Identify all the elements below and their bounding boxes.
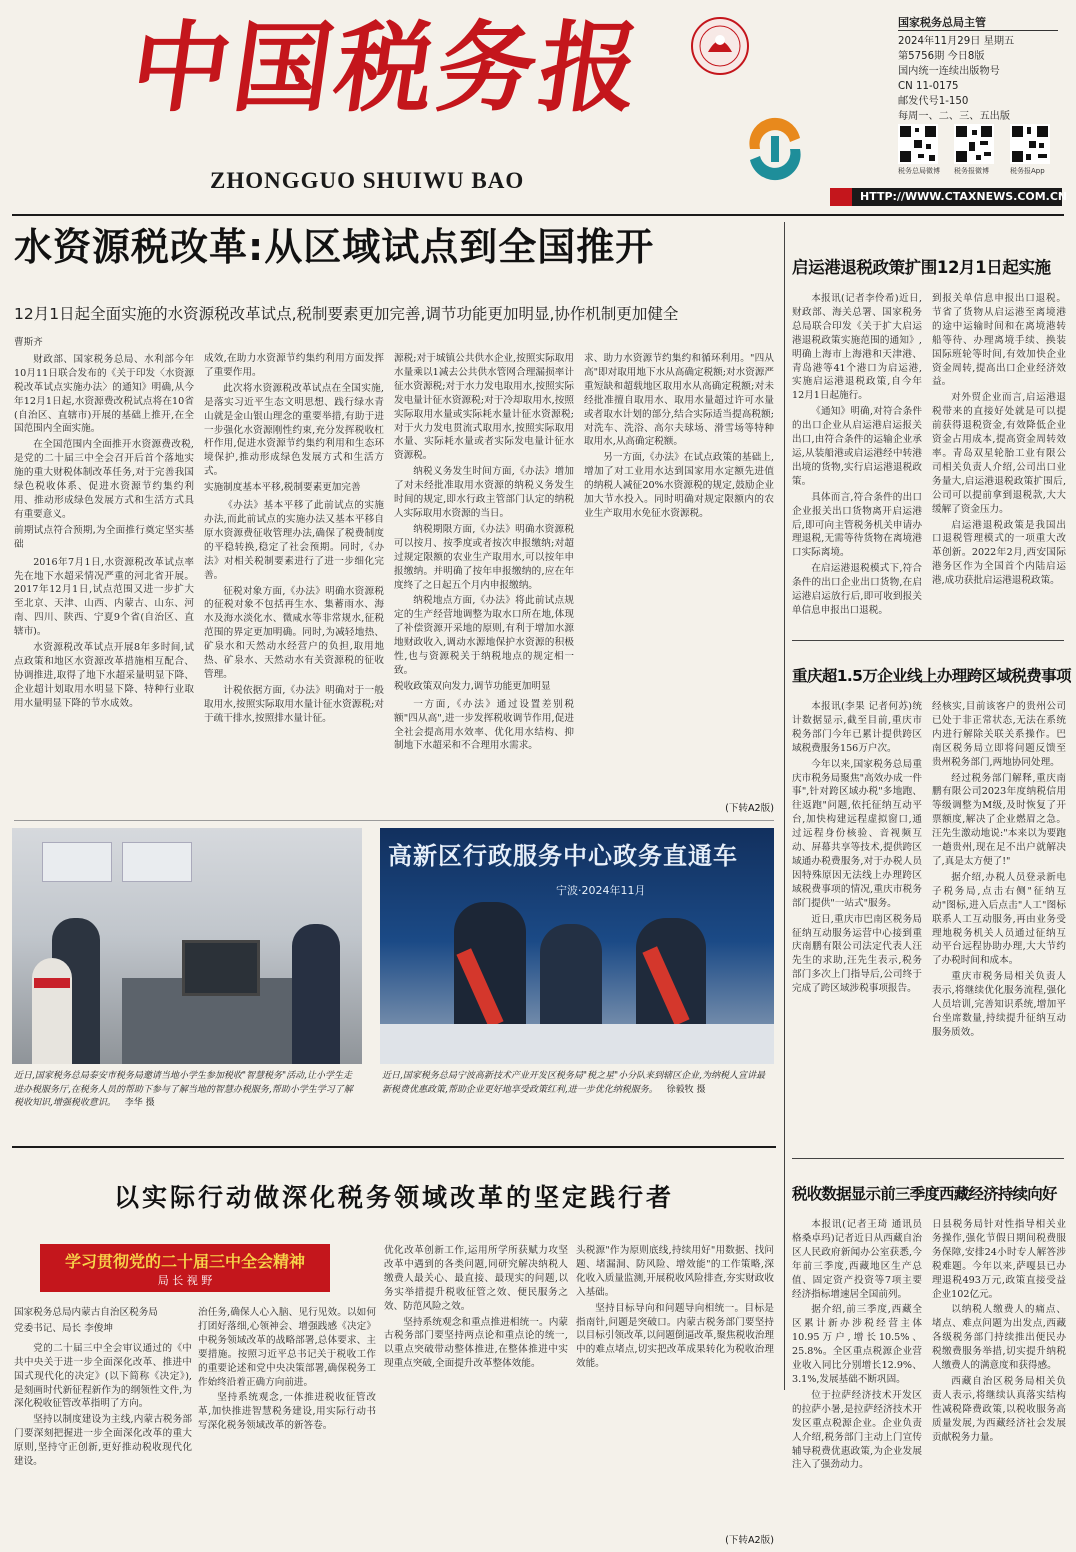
news-photo-right — [380, 828, 774, 1064]
right-story-paragraph: 以纳税人缴费人的痛点、堵点、难点问题为出发点,西藏各级税务部门持续推出便民办税缴费服务举措,切实提升纳税人缴费人的满意度和获得感。 — [932, 1304, 1066, 1372]
masthead-title: 中国税务报 — [123, 11, 651, 126]
bottom-column-1 — [14, 1306, 192, 1546]
photo-credit: 徐毅牧 摄 — [666, 1084, 706, 1095]
banner-subtitle: 局 长 视 野 — [157, 1274, 213, 1287]
photo-right-caption — [382, 1070, 772, 1097]
column-divider — [784, 222, 785, 1390]
bottom-paragraph: 党的二十届三中全会审议通过的《中共中央关于进一步全面深化改革、推进中国式现代化的决定》(以下简称《决定》),是刻画时代新征程新作为的纲领性文件,为深化税收征管改革指明了方向。 — [14, 1342, 192, 1410]
photo-table — [380, 1024, 774, 1064]
photo-left-caption — [14, 1070, 360, 1111]
issue-schedule: 每周一、二、三、五出版 — [898, 111, 1011, 122]
photo-credit: 李华 摄 — [124, 1098, 155, 1108]
lead-section-heading: 实施制度基本平移,税制要素更加完善 — [204, 482, 361, 494]
right-story-paragraph: 今年以来,国家税务总局重庆市税务局聚焦"高效办成一件事",针对跨区域办税"多地跑、往返跑"问题,依托征纳互动平台,加快构建远程虚拟窗口,通过远程身份核验、音视频互动、屏幕共享等技术,提供跨区域通办税费服务,对于办税人员因特殊原因无法线上办理跨区域税费事项的情况,重庆市税务部门提供"一站式"服务。 — [792, 758, 922, 909]
lead-column-3 — [394, 352, 574, 816]
lead-paragraph: 求、助力水资源节约集约和循环利用。"四从高"即对取用地下水从高确定税额;对水资源严重短缺和超载地区取用水从高确定税额;对未经批准擅自取用水、取用水量超过许可水量或者取水计划的部分,结合实际适当提高税额;对洗车、洗浴、高尔夫球场、滑雪场等特种取用水,从高确定税额。 — [584, 353, 774, 448]
bottom-column-4 — [576, 1244, 774, 1534]
author-title: 党委书记、局长 李俊坤 — [14, 1322, 113, 1334]
issue-cn-number: CN 11-0175 — [898, 81, 959, 92]
right-story-3-column-2 — [932, 1218, 1066, 1544]
right-story-paragraph: 经过税务部门解释,重庆南鹏有限公司2023年度纳税信用等级调整为M级,及时恢复了开票额度,解决了企业燃眉之急。汪先生激动地说:"本来以为要跑一趟贵州,现在足不出户就解决了,真是太方便了!" — [932, 772, 1066, 867]
right-story-2-column-2 — [932, 700, 1066, 1146]
photo-figure — [292, 924, 340, 1064]
right-story-paragraph: 启运港退税政策是我国出口退税管理模式的一项重大改革创新。2022年2月,西安国际港务区作为全国首个内陆启运港,成功获批启运港退税政策。 — [932, 519, 1066, 587]
right-story-3-column-1 — [792, 1218, 922, 1544]
issue-date: 2024年11月29日 星期五 — [898, 36, 1015, 47]
right-story-paragraph: 位于拉萨经济技术开发区的拉萨小暑,是拉萨经济技术开发区重点税源企业。企业负责人介绍,税务部门主动上门宣传辅导税费优惠政策,为企业发展注入了强劲动力。 — [792, 1389, 922, 1471]
lead-paragraph: 成效,在助力水资源节约集约利用方面发挥了重要作用。 — [204, 353, 384, 378]
lead-paragraph: 水资源税改革试点开展8年多时间,试点政策和地区水资源改革措施相互配合、协调推进,取得了地下水超采量明显下降、企业超计划取用水明显下降、特种行业取用水量明显下降的节水成效。 — [14, 642, 194, 709]
qr-label: 税务报微博 — [954, 167, 989, 175]
lead-section-heading: 前期试点符合预期,为全面推行奠定坚实基础 — [14, 524, 194, 550]
photo-banner-subtext: 宁波·2024年11月 — [556, 884, 646, 897]
right-story-1-column-1 — [792, 292, 922, 628]
qr-group — [898, 124, 1058, 176]
lead-paragraph: 纳税义务发生时间方面,《办法》增加了对未经批准取用水资源的纳税义务发生时间的规定,即水行政主管部门认定的纳税人实际取用水资源的当日。 — [394, 466, 574, 519]
qr-label: 税务总局微博 — [898, 167, 940, 175]
right-story-paragraph: 对外贸企业而言,启运港退税带来的直接好处就是可以提前获得退税资金,有效降低企业资金占用成本,提高资金周转效率。青岛双星轮胎工业有限公司相关负责人介绍,公司出口业务量大,启运港退税政策扩围后,公司可以提前拿到退税款,大大缓解了资金压力。 — [932, 392, 1066, 515]
lead-column-4 — [584, 352, 774, 816]
lead-paragraph: 源税;对于城镇公共供水企业,按照实际取用水量乘以1减去公共供水管网合理漏损率计征水资源税;对于水力发电取用水,按照实际发电量计征水资源税;对于冷却取用水,按照实际取用水量或实际耗水量计征水资源税;对于火力发电贯流式取用水,按照实际取用水量、实际耗水量或者实际发电量计征水资源税。 — [394, 353, 574, 462]
photo-wall-panel — [42, 842, 112, 882]
right-story-2-column-1 — [792, 700, 922, 1146]
news-photo-left — [12, 828, 362, 1064]
website-bar-accent — [830, 188, 852, 206]
photo-monitor — [182, 940, 260, 996]
sponsor-rule — [898, 30, 1058, 31]
right-story-paragraph: 西藏自治区税务局相关负责人表示,将继续认真落实结构性减税降费政策,以税收服务高质量发展,为西藏经济社会发展贡献税务力量。 — [932, 1375, 1066, 1443]
bottom-paragraph: 坚持目标导向和问题导向相统一。目标是指南针,问题是突破口。内蒙古税务部门要坚持以目标引领改革,以问题倒逼改革,聚焦税收治理中的难点堵点,切实把改革成果转化为税收治理效能。 — [576, 1302, 774, 1370]
ctax-emblem-icon — [742, 116, 808, 182]
right-story-2-headline: 重庆超1.5万企业线上办理跨区域税费事项 — [792, 667, 1071, 685]
photo-caption-text: 近日,国家税务总局泰安市税务局邀请当地小学生参加税收"智慧税务"活动,让小学生走进办税服务厅,在税务人员的帮助下参与了解当地的智慧办税服务,帮助小学生学习了解税收知识,增强税收意识。 — [14, 1071, 353, 1108]
lead-paragraph: 一方面,《办法》通过设置差别税额"四从高",进一步发挥税收调节作用,促进全社会提高用水效率、优化用水结构、抑制地下水超采和不合理用水需求。 — [394, 698, 574, 752]
website-link[interactable]: HTTP://WWW.CTAXNEWS.COM.CN — [860, 190, 1068, 203]
bottom-column-3 — [384, 1244, 568, 1546]
issue-serial-label: 国内统一连续出版物号 — [898, 66, 1000, 77]
continued-link[interactable]: (下转A2版) — [725, 803, 774, 814]
issue-info — [898, 34, 1014, 124]
bottom-paragraph: 治任务,确保人心入脑、见行见效。以如何打团好落细,心领神会、增强践感《决定》中税务领域改革的战略部署,总体要求、主要措施。按照习近平总书记关于税收工作的重要论述和党中央决策部署,确保税务工作始终沿着正确方向前进。 — [198, 1307, 376, 1388]
banner-title: 学习贯彻党的二十届三中全会精神 — [64, 1252, 305, 1271]
bottom-paragraph: 优化改革创新工作,运用所学所获赋力攻坚改革中遇到的各类问题,同研究解决纳税人缴费人最关心、最直接、最现实的问题,以务实举措提升税收征管之效、便民服务之效、防范风险之效。 — [384, 1245, 568, 1312]
lead-byline: 曹斯齐 — [14, 337, 43, 348]
lead-column-1 — [14, 336, 194, 816]
right-story-paragraph: 具体而言,符合条件的出口企业报关出口货物离开启运港后,即可向主管税务机关申请办理退税,无需等待货物在离境港口实际离境。 — [792, 491, 922, 559]
right-story-paragraph: 本报讯(记者王琦 通讯员格桑卓玛)记者近日从西藏自治区人民政府新闻办公室获悉,今年前三季度,西藏地区生产总值、固定资产投资等7项主要经济指标增速居全国前列。 — [792, 1219, 922, 1300]
lead-subheadline: 12月1日起全面实施的水资源税改革试点,税制要素更加完善,调节功能更加明显,协作机制更加健全 — [14, 305, 679, 323]
newspaper-logo-icon — [690, 16, 750, 76]
lead-paragraph: 纳税期限方面,《办法》明确水资源税可以按月、按季度或者按次申报缴纳;对超过规定限额的农业生产取用水,可以按年申报缴纳。并明确了按年申报缴纳的,应在年度终了之日起五个月内申报缴纳。 — [394, 523, 574, 591]
right-story-paragraph: 据介绍,办税人员登录新电子税务局,点击右侧"征纳互动"图标,进入后点击"人工"图标联系人工互动服务,再由业务受理地税务机关人员通过征纳互动平台远程协助办理,大大节约了办税时间和成本。 — [932, 871, 1066, 967]
section-divider — [792, 1158, 1064, 1159]
right-story-paragraph: 近日,重庆市巴南区税务局征纳互动服务运营中心接到重庆南鹏有限公司法定代表人汪先生的求助,汪先生表示,税务部门多次上门指导后,公司终于完成了跨区域涉税事项报告。 — [792, 913, 922, 995]
right-story-paragraph: 本报讯(记者李伶希)近日,财政部、海关总署、国家税务总局联合印发《关于扩大启运港退税政策实施范围的通知》,明确上海市上海港和天津港、青岛港等41个港口为启运港,实施启运港退税政策,自今年12月1日起施行。 — [792, 293, 922, 402]
sponsor-label: 国家税务总局主管 — [898, 16, 986, 29]
right-story-paragraph: 经核实,目前该客户的贵州公司已处于非正常状态,无法在系统内进行解除关联关系操作。巴南区税务局立即将问题反馈至贵州税务部门,两地协同处理。 — [932, 701, 1066, 768]
lead-paragraph: 计税依据方面,《办法》明确对于一般取用水,按照实际取用水量计征水资源税;对于疏干排水,按照排水量计征。 — [204, 684, 384, 724]
masthead-divider — [12, 214, 1064, 216]
bottom-paragraph: 坚持系统观念,一体推进税收征管改革,加快推进智慧税务建设,用实际行动书写深化税务领域改革的新答卷。 — [198, 1392, 376, 1432]
right-story-3-headline: 税收数据显示前三季度西藏经济持续向好 — [792, 1185, 1057, 1203]
bottom-paragraph: 坚持系统观念和重点推进相统一。内蒙古税务部门要坚持两点论和重点论的统一,以重点突破带动整体推进,在整体推进中实现重点突破,全面提升改革整体效能。 — [384, 1316, 568, 1370]
lead-headline: 水资源税改革:从区域试点到全国推开 — [14, 225, 655, 269]
bottom-column-2 — [198, 1306, 376, 1546]
right-story-paragraph: 到报关单信息申报出口退税。节省了货物从启运港至离境港的途中运输时间和在离境港转船等待、办理离境手续、换装国际班轮等时间,有效加快企业资金周转,提高出口企业经济效益。 — [932, 293, 1066, 388]
lead-paragraph: 2016年7月1日,水资源税改革试点率先在地下水超采情况严重的河北省开展。2017年12月1日,试点范围又进一步扩大至北京、天津、山西、内蒙古、山东、河南、四川、陕西、宁夏9个省(自治区、直辖市)。 — [14, 556, 194, 638]
lead-column-2 — [204, 352, 384, 816]
photo-caption-text: 近日,国家税务总局宁波高新技术产业开发区税务局"税之星"小分队来到辖区企业,为纳税人宣讲最新税费优惠政策,帮助企业更好地享受政策红利,进一步优化纳税服务。 — [382, 1071, 766, 1095]
lead-paragraph: 《办法》基本平移了此前试点的实施办法,而此前试点的实施办法又基本平移自原水资源费征收管理办法,确保了税费制度的平稳转换,稳定了社会预期。同时,《办法》对相关税制要素进行了进一步细化完善。 — [204, 500, 384, 581]
photo-banner-text: 高新区行政服务中心政务直通车 — [388, 842, 738, 870]
photo-figure — [32, 958, 72, 1064]
photo-scarf — [34, 978, 70, 988]
issue-number: 第5756期 今日8版 — [898, 51, 985, 62]
right-story-paragraph: 在启运港退税模式下,符合条件的出口企业出口货物,在启运港启运放行后,即可收到报关单信息申报出口退税。 — [792, 563, 922, 616]
right-story-paragraph: 本报讯(李果 记者何苏)统计数据显示,截至目前,重庆市税务部门今年已累计提供跨区域税费服务156万户次。 — [792, 701, 922, 754]
lead-section-heading: 税收政策双向发力,调节功能更加明显 — [394, 680, 551, 692]
lead-paragraph: 征税对象方面,《办法》明确水资源税的征税对象不包括再生水、集蓄雨水、海水及海水淡化水、微咸水等非常规水,征税范围的界定更加明确。同时,为减轻地热、矿泉水和天然动水经营户的负担,取用地热、矿泉水、天然动水有关资源税的征收管理。 — [204, 585, 384, 680]
issue-postal-code: 邮发代号1-150 — [898, 96, 969, 107]
lead-paragraph: 财政部、国家税务总局、水利部今年10月11日联合发布的《关于印发〈水资源税改革试点实施办法〉的通知》明确,从今年12月1日起,水资源费改税试点将在10省(自治区、直辖市)开展的基础上推开,在全国范围内全面实施。 — [14, 353, 194, 435]
right-story-paragraph: 据介绍,前三季度,西藏全区累计新办涉税经营主体10.95万户,增长10.5%、25.8%。全区重点税源企业营业收入同比分别增长12.9%、3.1%,发展基础不断巩固。 — [792, 1304, 922, 1385]
masthead — [0, 0, 1076, 214]
qr-code-icon[interactable] — [1010, 124, 1050, 164]
author-affiliation: 国家税务总局内蒙古自治区税务局 — [14, 1307, 158, 1318]
qr-code-icon[interactable] — [898, 124, 938, 164]
lead-paragraph: 纳税地点方面,《办法》将此前试点规定的生产经营地调整为取水口所在地,体现了补偿资源开采地的原则,有利于增加水源地财政收入,调动水源地保护水资源的积极性,也与资源税关于纳税地点的规定相一致。 — [394, 595, 574, 676]
right-story-paragraph: 日县税务局针对性指导相关业务操作,强化节假日期间税费服务保障,安排24小时专人解答涉税难题。今年以来,萨嘎县已办理退税493万元,政策直接受益企业102亿元。 — [932, 1219, 1066, 1300]
section-divider — [14, 820, 774, 821]
right-story-1-column-2 — [932, 292, 1066, 628]
lead-paragraph: 此次将水资源税改革试点在全国实施,是落实习近平生态文明思想、践行绿水青山就是金山银山理念的重要举措,有助于进一步强化水资源刚性约束,充分发挥税收杠杆作用,促进水资源节约集约利用和生态环境保护,推动形成绿色发展方式和生活方式。 — [204, 382, 384, 478]
column-banner — [40, 1244, 330, 1292]
lead-paragraph: 另一方面,《办法》在试点政策的基础上,增加了对工业用水达到国家用水定额先进值的纳税人减征20%水资源税的规定,鼓励企业加大节水投入。同时明确对规定限额内的农业生产取用水免征水资源税。 — [584, 452, 774, 519]
right-story-paragraph: 重庆市税务局相关负责人表示,将继续优化服务流程,强化人员培训,完善知识系统,增加平台坐席数量,持续提升征纳互动服务质效。 — [932, 971, 1066, 1038]
bottom-paragraph: 头税源"作为原则底线,持续用好"用数据、找问题、堵漏洞、防风险、增效能"的工作策略,深化收入质量监测,开展税收风险排查,夯实财政收入基础。 — [576, 1245, 774, 1298]
lead-paragraph: 在全国范围内全面推开水资源费改税,是党的二十届三中全会召开后首个落地实施的重大财税体制改革任务,对于完善我国绿色税收体系、促进水资源节约集约利用、推动形成绿色发展方式和生活方式具有重要意义。 — [14, 439, 194, 520]
bottom-headline: 以实际行动做深化税务领域改革的坚定践行者 — [113, 1183, 674, 1212]
section-divider — [12, 1146, 776, 1148]
right-story-1-headline: 启运港退税政策扩围12月1日起实施 — [792, 258, 1051, 277]
right-story-paragraph: 《通知》明确,对符合条件的出口企业从启运港启运报关出口,由符合条件的运输企业承运,从装船港或启运港经中转港出境的货物,实行启运港退税政策。 — [792, 406, 922, 487]
masthead-pinyin: ZHONGGUO SHUIWU BAO — [210, 168, 525, 193]
qr-code-icon[interactable] — [954, 124, 994, 164]
section-divider — [792, 640, 1064, 641]
bottom-paragraph: 坚持以制度建设为主线,内蒙古税务部门要深刻把握进一步全面深化改革的重大原则,坚持守正创新,更好推动税收现代化建设。 — [14, 1414, 192, 1468]
continued-link[interactable]: (下转A2版) — [725, 1535, 774, 1546]
qr-label: 税务报App — [1010, 167, 1045, 175]
photo-wall-panel — [122, 842, 192, 882]
